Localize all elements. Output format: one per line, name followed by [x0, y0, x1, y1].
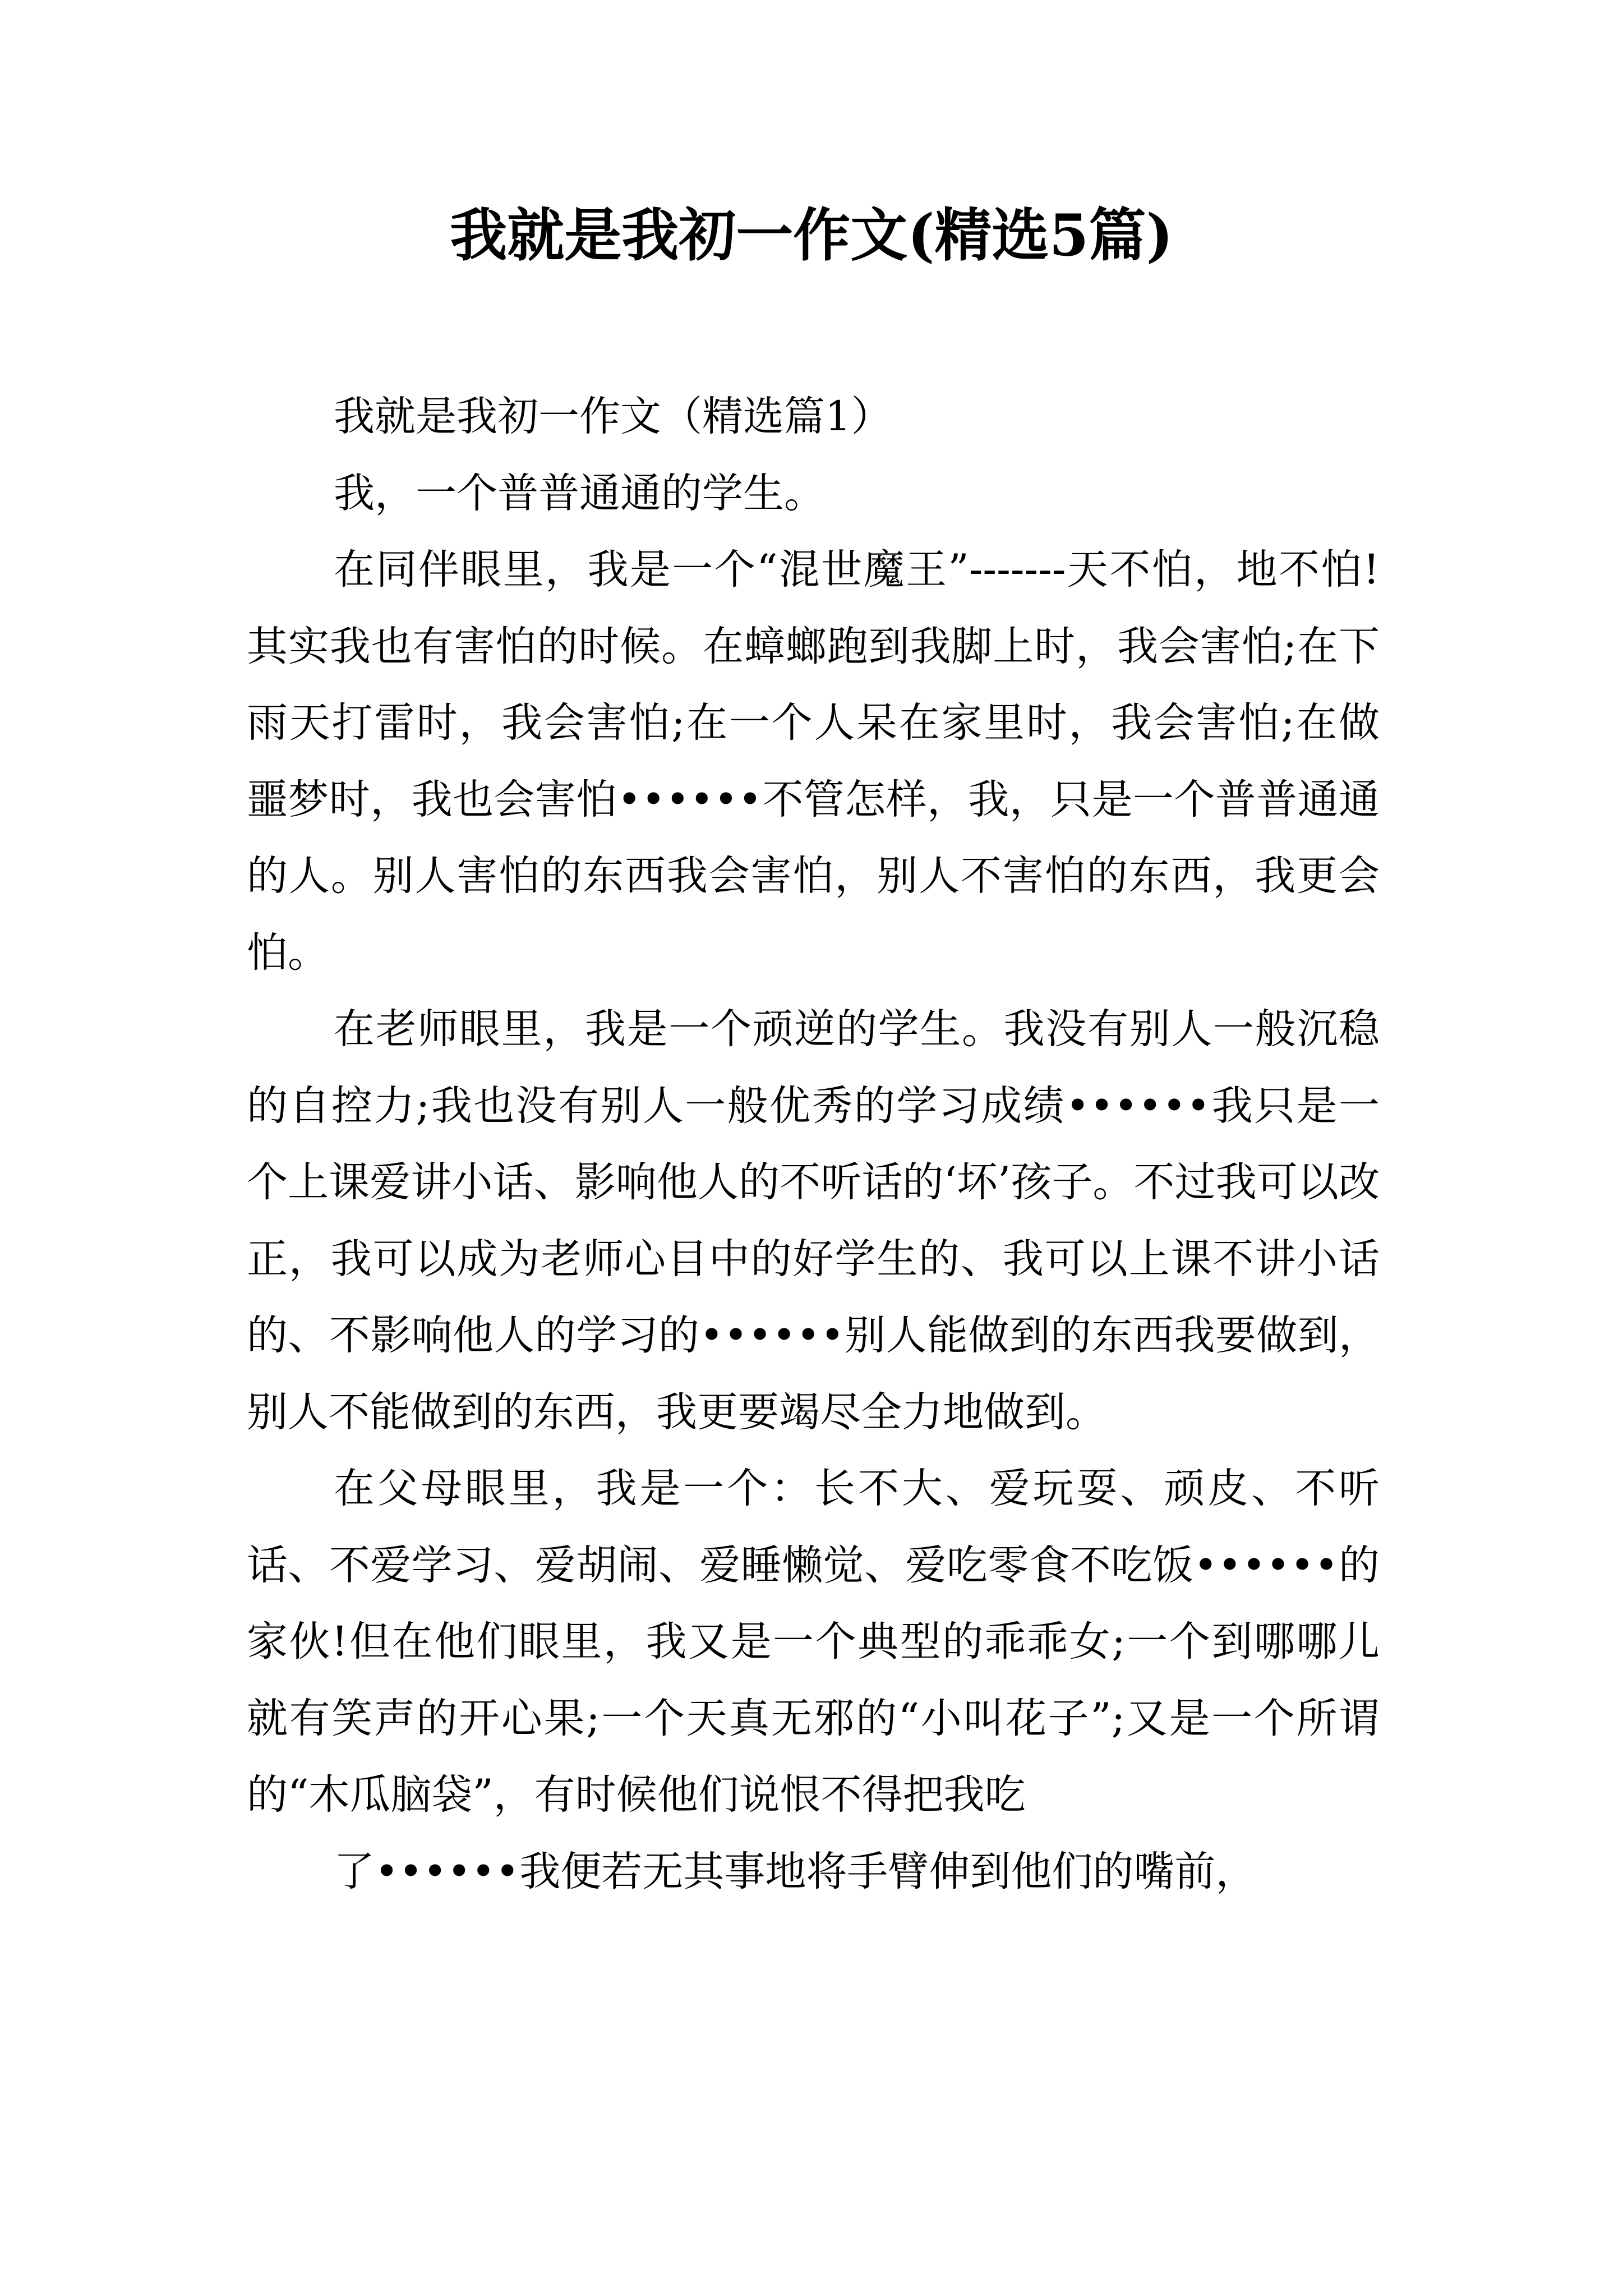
- paragraph-continued: 了••••••我便若无其事地将手臂伸到他们的嘴前，: [334, 1847, 1257, 1895]
- paragraph-intro: 我，一个普普通通的学生。: [334, 469, 825, 517]
- document-title: 我就是我初一作文(精选5篇): [450, 202, 1173, 269]
- paragraph-parents: 在父母眼里，我是一个：长不大、爱玩耍、顽皮、不听话、不爱学习、爱胡闹、爱睡懒觉、爱吃零食不吃饭••••••的家伙!但在他们眼里，我又是一个典型的乖乖女;一个到哪哪儿就有笑声的开心果;一个天真无邪的“小叫花子”;又是一个所谓的“木瓜脑袋”，有时候他们说恨不得把我吃: [247, 1465, 1380, 1819]
- paragraph-peers: 在同伴眼里，我是一个“混世魔王”-------天不怕，地不怕!其实我也有害怕的时候。在蟑螂跑到我脚上时，我会害怕;在下雨天打雷时，我会害怕;在一个人呆在家里时，我会害怕;在做噩梦时，我也会害怕••••••不管怎样，我，只是一个普普通通的人。别人害怕的东西我会害怕，别人不害怕的东西，我更会怕。: [247, 546, 1380, 977]
- document-body: [247, 379, 1380, 1910]
- paragraph-teacher: 在老师眼里，我是一个顽逆的学生。我没有别人一般沉稳的自控力;我也没有别人一般优秀的学习成绩••••••我只是一个上课爱讲小话、影响他人的不听话的‘坏’孩子。不过我可以改正，我可以成为老师心目中的好学生的、我可以上课不讲小话的、不影响他人的学习的••••••别人能做到的东西我要做到，别人不能做到的东西，我更要竭尽全力地做到。: [247, 1005, 1380, 1436]
- paragraph-section-heading: 我就是我初一作文（精选篇1）: [334, 393, 892, 440]
